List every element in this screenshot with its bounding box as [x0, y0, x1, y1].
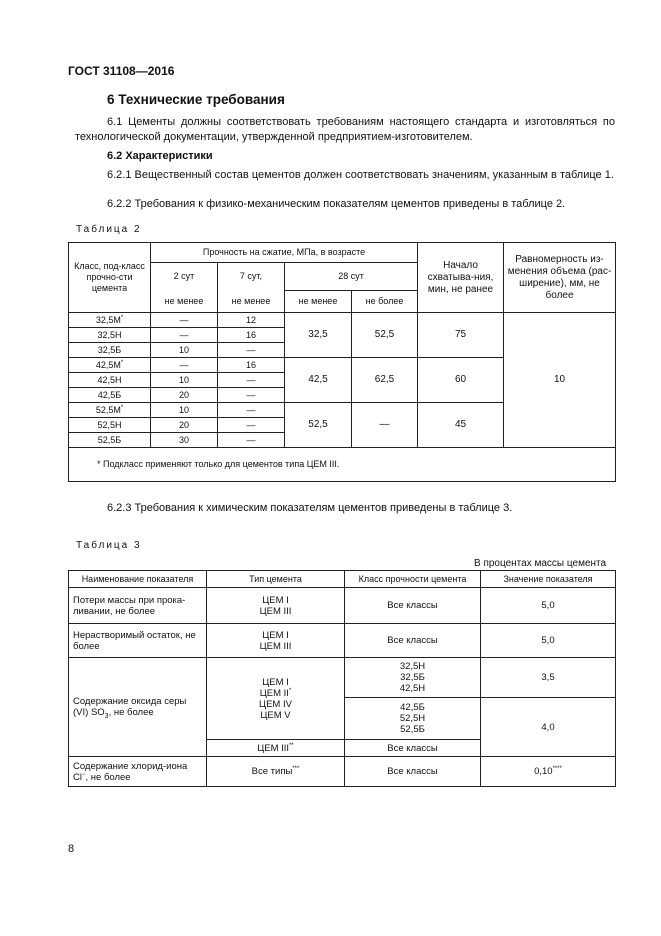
table-2	[68, 242, 616, 482]
group-28-days-min: 52,5	[285, 403, 352, 448]
row-sulfur-oxide-types: ЦЕМ I ЦЕМ II* ЦЕМ IV ЦЕМ V	[207, 658, 345, 740]
row-7-days: 16	[218, 358, 285, 373]
table-2-caption: Таблица 2	[76, 224, 142, 235]
row-class: 52,5Н	[69, 418, 151, 433]
header-28-days-max: не более	[352, 291, 418, 313]
group-setting-time: 45	[418, 403, 504, 448]
header-cement-type: Тип цемента	[207, 571, 345, 588]
row-2-days: 20	[151, 388, 218, 403]
row-sulfur-oxide-classes-b: 42,5Б 52,5Н 52,5Б	[345, 698, 481, 740]
row-class: 32,5М*	[69, 313, 151, 328]
row-7-days: 16	[218, 328, 285, 343]
row-ignition-loss-value: 5,0	[481, 588, 616, 624]
group-28-days-max: 62,5	[352, 358, 418, 403]
header-volume-uniformity: Равномерность из-менения объема (рас-ширение), мм, не более	[504, 243, 616, 313]
row-sulfur-oxide-type-iii: ЦЕМ III**	[207, 740, 345, 757]
row-class: 42,5Н	[69, 373, 151, 388]
header-strength-class: Класс прочности цемента	[345, 571, 481, 588]
row-chloride-type: Все типы***	[207, 757, 345, 787]
row-class: 52,5Б	[69, 433, 151, 448]
header-setting-time: Начало схватыва-ния, мин, не ранее	[418, 243, 504, 313]
header-class: Класс, под-класс прочно-сти цемента	[69, 243, 151, 313]
row-2-days: —	[151, 313, 218, 328]
row-chloride-class: Все классы	[345, 757, 481, 787]
document-code: ГОСТ 31108—2016	[68, 64, 175, 78]
header-indicator-name: Наименование показателя	[69, 571, 207, 588]
header-2-days-min: не менее	[151, 291, 218, 313]
row-7-days: —	[218, 418, 285, 433]
header-indicator-value: Значение показателя	[481, 571, 616, 588]
group-setting-time: 75	[418, 313, 504, 358]
row-class: 32,5Н	[69, 328, 151, 343]
row-sulfur-oxide-class-all: Все классы	[345, 740, 481, 757]
table-3-unit-note: В процентах массы цемента	[474, 558, 607, 569]
row-insoluble-residue-name: Нерастворимый остаток, не более	[69, 624, 207, 658]
table-3-caption: Таблица 3	[76, 540, 142, 551]
row-2-days: 10	[151, 343, 218, 358]
paragraph-6-2-2: 6.2.2 Требования к физико-механическим показателям цементов приведены в таблице 2.	[107, 198, 566, 210]
table-3	[68, 570, 616, 787]
page-number: 8	[68, 843, 75, 855]
row-insoluble-residue-class: Все классы	[345, 624, 481, 658]
subsection-title: 6.2 Характеристики	[107, 150, 213, 162]
row-2-days: 10	[151, 373, 218, 388]
row-7-days: —	[218, 403, 285, 418]
row-2-days: 20	[151, 418, 218, 433]
group-28-days-max: —	[352, 403, 418, 448]
table-2-footnote: * Подкласс применяют только для цементов типа ЦЕМ III.	[69, 448, 616, 482]
row-chloride-value: 0,10****	[481, 757, 616, 787]
group-setting-time: 60	[418, 358, 504, 403]
row-2-days: 30	[151, 433, 218, 448]
row-sulfur-oxide-value-a: 3,5	[481, 658, 616, 698]
row-7-days: —	[218, 343, 285, 358]
header-2-days: 2 сут	[151, 263, 218, 291]
row-insoluble-residue-type: ЦЕМ I ЦЕМ III	[207, 624, 345, 658]
volume-uniformity-value: 10	[504, 313, 616, 448]
group-28-days-min: 32,5	[285, 313, 352, 358]
section-title: 6 Технические требования	[107, 92, 285, 107]
row-7-days: —	[218, 373, 285, 388]
row-sulfur-oxide-value-b: 4,0	[481, 698, 616, 757]
row-insoluble-residue-value: 5,0	[481, 624, 616, 658]
group-28-days-max: 52,5	[352, 313, 418, 358]
row-sulfur-oxide-name: Содержание оксида серы (VI) $SO_3$, не более	[69, 658, 207, 757]
paragraph-6-1: 6.1 Цементы должны соответствовать требованиям настоящего стандарта и изготовляться по технологической документации, утвержденной предприятием-изготовителем.	[75, 116, 615, 143]
row-sulfur-oxide-classes-a: 32,5Н 32,5Б 42,5Н	[345, 658, 481, 698]
row-ignition-loss-name: Потери массы при прока-ливании, не более	[69, 588, 207, 624]
row-2-days: —	[151, 358, 218, 373]
row-2-days: —	[151, 328, 218, 343]
row-7-days: 12	[218, 313, 285, 328]
row-2-days: 10	[151, 403, 218, 418]
header-28-days-min: не менее	[285, 291, 352, 313]
row-class: 42,5Б	[69, 388, 151, 403]
paragraph-6-2-1: 6.2.1 Вещественный состав цементов должен соответствовать значениям, указанным в таблице 1.	[107, 169, 614, 181]
header-strength: Прочность на сжатие, МПа, в возрасте	[151, 243, 418, 263]
row-chloride-name: Содержание хлорид-иона Cl−, не более	[69, 757, 207, 787]
header-28-days: 28 сут	[285, 263, 418, 291]
group-28-days-min: 42,5	[285, 358, 352, 403]
header-7-days-min: не менее	[218, 291, 285, 313]
row-class: 42,5М*	[69, 358, 151, 373]
header-7-days: 7 сут,	[218, 263, 285, 291]
row-class: 52,5М*	[69, 403, 151, 418]
row-ignition-loss-class: Все классы	[345, 588, 481, 624]
paragraph-6-2-3: 6.2.3 Требования к химическим показателям цементов приведены в таблице 3.	[107, 502, 513, 514]
row-ignition-loss-type: ЦЕМ I ЦЕМ III	[207, 588, 345, 624]
row-7-days: —	[218, 388, 285, 403]
row-7-days: —	[218, 433, 285, 448]
row-class: 32,5Б	[69, 343, 151, 358]
